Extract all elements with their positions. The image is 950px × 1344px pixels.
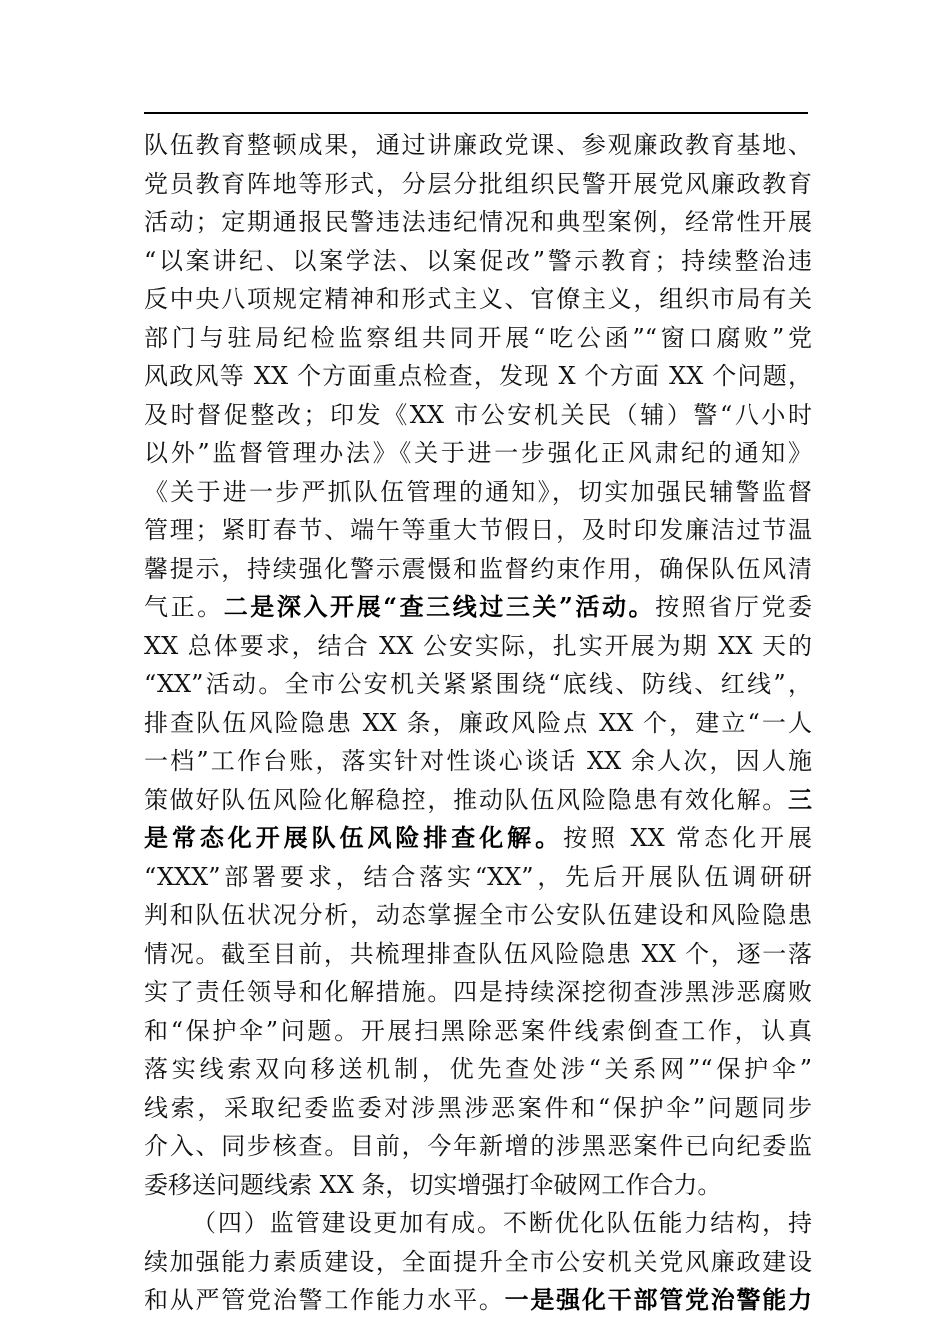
text-segment: 活动；定期通报民警违法违纪情况和典型案例，经常性开展	[144, 208, 812, 236]
text-line	[144, 511, 812, 550]
text-line	[144, 550, 812, 589]
text-segment: 风政风等 XX 个方面重点检查，发现 X 个方面 XX 个问题，	[144, 362, 812, 390]
text-segment: 气正。	[144, 593, 224, 621]
text-line	[144, 1050, 812, 1089]
text-segment: 馨提示，持续强化警示震慑和监督约束作用，确保队伍风清	[144, 554, 812, 583]
text-segment: 《关于进一步严抓队伍管理的通知》，切实加强民辅警监督	[144, 477, 812, 506]
text-line	[144, 165, 812, 204]
text-segment: 实了责任领导和化解措施。四是持续深挖彻查涉黑涉恶腐败	[144, 978, 812, 1006]
text-segment: “XX”活动。全市公安机关紧紧围绕“底线、防线、红线”，	[144, 670, 812, 698]
text-segment: 落实线索双向移送机制，优先查处涉“关系网”“保护伞”	[144, 1055, 812, 1083]
text-segment: 按照 XX 常态化开展	[563, 824, 812, 852]
text-segment: 反中央八项规定精神和形式主义、官僚主义，组织市局有关	[144, 285, 812, 313]
bold-text-segment: 三	[788, 784, 812, 814]
text-line	[144, 1127, 812, 1166]
text-segment: 介入、同步核查。目前，今年新增的涉黑恶案件已向纪委监	[144, 1132, 812, 1160]
text-segment: 排查队伍风险隐患 XX 条，廉政风险点 XX 个，建立“一人	[144, 708, 812, 737]
text-line	[144, 126, 812, 165]
text-line	[144, 1012, 812, 1051]
text-segment: （四）监管建设更加有成。不断优化队伍能力结构，持	[192, 1209, 812, 1237]
text-segment: 和从严管党治警工作能力水平。	[144, 1286, 505, 1314]
bold-text-segment: 二是深入开展“查三线过三关”活动。	[223, 592, 656, 621]
text-segment: “以案讲纪、以案学法、以案促改”警示教育；持续整治违	[144, 246, 812, 275]
text-line	[144, 627, 812, 666]
text-segment: 及时督促整改；印发《XX 市公安机关民（辅）警“八小时	[144, 400, 812, 429]
text-line	[144, 973, 812, 1012]
text-segment: 和“保护伞”问题。开展扫黑除恶案件线索倒查工作，认真	[144, 1016, 812, 1045]
text-segment: 判和队伍状况分析，动态掌握全市公安队伍建设和风险隐患	[144, 901, 812, 929]
text-segment: 情况。截至目前，共梳理排查队伍风险隐患 XX 个，逐一落	[144, 939, 812, 968]
text-segment: 线索，采取纪委监委对涉黑涉恶案件和“保护伞”问题同步	[144, 1093, 812, 1122]
text-line	[144, 357, 812, 396]
text-segment: 以外”监督管理办法》《关于进一步强化正风肃纪的通知》	[144, 439, 812, 467]
text-line	[144, 665, 812, 704]
text-line	[144, 1089, 812, 1128]
text-segment: 党员教育阵地等形式，分层分批组织民警开展党风廉政教育	[144, 169, 812, 198]
text-segment: 策做好队伍风险化解稳控，推动队伍风险隐患有效化解。	[144, 785, 788, 814]
text-line	[144, 896, 812, 935]
text-segment: 一档”工作台账，落实针对性谈心谈话 XX 余人次，因人施	[144, 747, 812, 775]
text-segment: XX 总体要求，结合 XX 公安实际，扎实开展为期 XX 天的	[144, 631, 812, 660]
text-segment: 委移送问题线索 XX 条，切实增强打伞破网工作合力。	[144, 1170, 722, 1199]
text-line	[144, 935, 812, 974]
text-line	[144, 819, 812, 858]
text-segment: 队伍教育整顿成果，通过讲廉政党课、参观廉政教育基地、	[144, 131, 812, 159]
text-line	[144, 1281, 812, 1320]
bold-text-segment: 一是强化干部管党治警能力	[504, 1285, 812, 1314]
text-line	[144, 319, 812, 358]
text-segment: “XXX”部署要求，结合落实“XX”，先后开展队伍调研研	[144, 862, 812, 891]
text-line	[144, 781, 812, 820]
text-line	[144, 704, 812, 743]
text-line	[144, 742, 812, 781]
text-segment: 管理；紧盯春节、端午等重大节假日，及时印发廉洁过节温	[144, 516, 812, 544]
text-line	[144, 1204, 812, 1243]
text-line	[144, 588, 812, 627]
text-line	[144, 396, 812, 435]
text-line	[144, 242, 812, 281]
text-line	[144, 473, 812, 512]
bold-text-segment: 是常态化开展队伍风险排查化解。	[144, 823, 564, 852]
text-segment: 部门与驻局纪检监察组共同开展“吃公函”“窗口腐败”党	[144, 323, 812, 352]
text-line	[144, 280, 812, 319]
text-line	[144, 1243, 812, 1282]
text-line	[144, 203, 812, 242]
text-segment: 续加强能力素质建设，全面提升全市公安机关党风廉政建设	[144, 1247, 812, 1276]
body-text	[144, 126, 812, 1320]
text-line	[144, 434, 812, 473]
text-line	[144, 1166, 812, 1205]
text-line	[144, 858, 812, 897]
header-rule	[144, 112, 808, 114]
text-segment: 按照省厅党委	[655, 593, 812, 621]
